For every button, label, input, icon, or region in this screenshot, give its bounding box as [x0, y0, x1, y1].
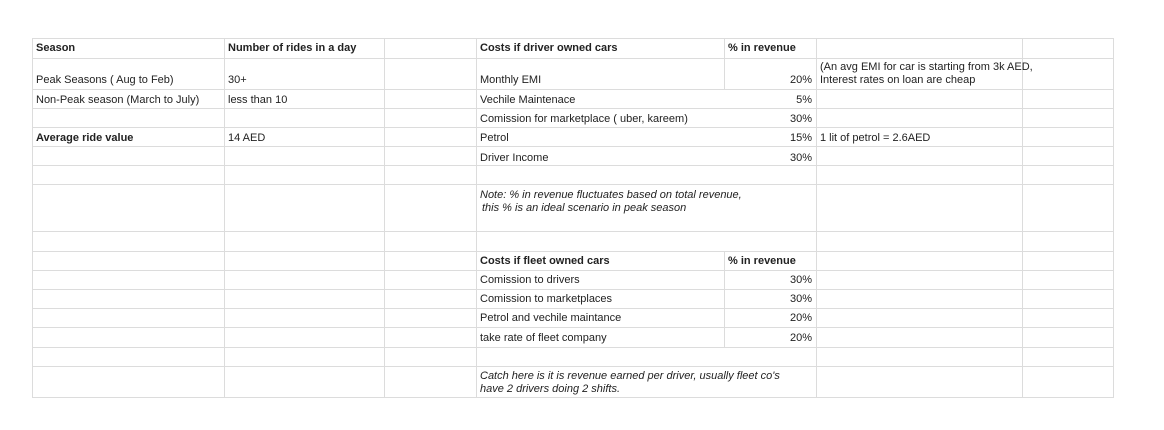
grid-line: [32, 165, 1114, 166]
driver-cost-item[interactable]: Driver Income: [480, 152, 549, 164]
fleet-cost-pct[interactable]: 30%: [789, 274, 812, 286]
season-peak-label[interactable]: Peak Seasons ( Aug to Feb): [36, 74, 174, 86]
grid-line: [32, 127, 1114, 128]
fleet-cost-item[interactable]: Petrol and vechile maintance: [480, 312, 622, 324]
header-driver-pct[interactable]: % in revenue: [728, 42, 796, 54]
fleet-cost-item[interactable]: Comission to marketplaces: [480, 293, 613, 305]
header-fleet-pct[interactable]: % in revenue: [728, 255, 796, 267]
driver-cost-pct[interactable]: 30%: [789, 113, 812, 125]
average-ride-label[interactable]: Average ride value: [36, 132, 134, 144]
revenue-note-line1[interactable]: Note: % in revenue fluctuates based on total revenue,: [480, 189, 742, 201]
grid-line: [32, 38, 1114, 39]
grid-line: [32, 366, 1114, 367]
grid-line: [32, 38, 33, 397]
grid-line: [476, 38, 477, 397]
driver-cost-pct[interactable]: 15%: [789, 132, 812, 144]
catch-note-line2[interactable]: have 2 drivers doing 2 shifts.: [480, 383, 621, 395]
fleet-cost-item[interactable]: Comission to drivers: [480, 274, 580, 286]
header-driver-costs[interactable]: Costs if driver owned cars: [480, 42, 618, 54]
driver-cost-pct[interactable]: 20%: [789, 74, 812, 86]
driver-cost-item[interactable]: Monthly EMI: [480, 74, 542, 86]
driver-cost-item[interactable]: Comission for marketplace ( uber, kareem): [480, 113, 688, 125]
season-nonpeak-label[interactable]: Non-Peak season (March to July): [36, 94, 200, 106]
header-fleet-costs[interactable]: Costs if fleet owned cars: [480, 255, 610, 267]
grid-line: [1113, 38, 1114, 397]
grid-line: [816, 38, 817, 397]
grid-line: [32, 308, 1114, 309]
revenue-note-line2[interactable]: this % is an ideal scenario in peak season: [482, 202, 687, 214]
season-nonpeak-rides[interactable]: less than 10: [228, 94, 288, 106]
grid-line: [32, 89, 1114, 90]
driver-cost-pct[interactable]: 5%: [796, 94, 812, 106]
average-ride-value[interactable]: 14 AED: [228, 132, 266, 144]
fleet-cost-pct[interactable]: 30%: [789, 293, 812, 305]
fleet-cost-pct[interactable]: 20%: [789, 332, 812, 344]
season-peak-rides[interactable]: 30+: [228, 74, 247, 86]
grid-line: [32, 347, 1114, 348]
header-rides[interactable]: Number of rides in a day: [228, 42, 357, 54]
grid-line: [32, 270, 1114, 271]
grid-line: [32, 184, 1114, 185]
header-season[interactable]: Season: [36, 42, 76, 54]
emi-note-line1[interactable]: (An avg EMI for car is starting from 3k AED,: [820, 61, 1033, 73]
petrol-note[interactable]: 1 lit of petrol = 2.6AED: [820, 132, 931, 144]
grid-line: [224, 38, 225, 397]
driver-cost-item[interactable]: Vechile Maintenace: [480, 94, 576, 106]
grid-line: [32, 251, 1114, 252]
grid-line: [32, 289, 1114, 290]
fleet-cost-item[interactable]: take rate of fleet company: [480, 332, 607, 344]
grid-line: [32, 108, 1114, 109]
fleet-cost-pct[interactable]: 20%: [789, 312, 812, 324]
grid-line: [384, 38, 385, 397]
grid-line: [32, 146, 1114, 147]
driver-cost-pct[interactable]: 30%: [789, 152, 812, 164]
catch-note-line1[interactable]: Catch here is it is revenue earned per driver, usually fleet co's: [480, 370, 780, 382]
grid-line: [32, 327, 1114, 328]
grid-line: [32, 231, 1114, 232]
grid-line: [32, 397, 1114, 398]
driver-cost-item[interactable]: Petrol: [480, 132, 509, 144]
emi-note-line2[interactable]: Interest rates on loan are cheap: [820, 74, 976, 86]
grid-line: [32, 58, 1114, 59]
grid-line: [1022, 38, 1023, 397]
